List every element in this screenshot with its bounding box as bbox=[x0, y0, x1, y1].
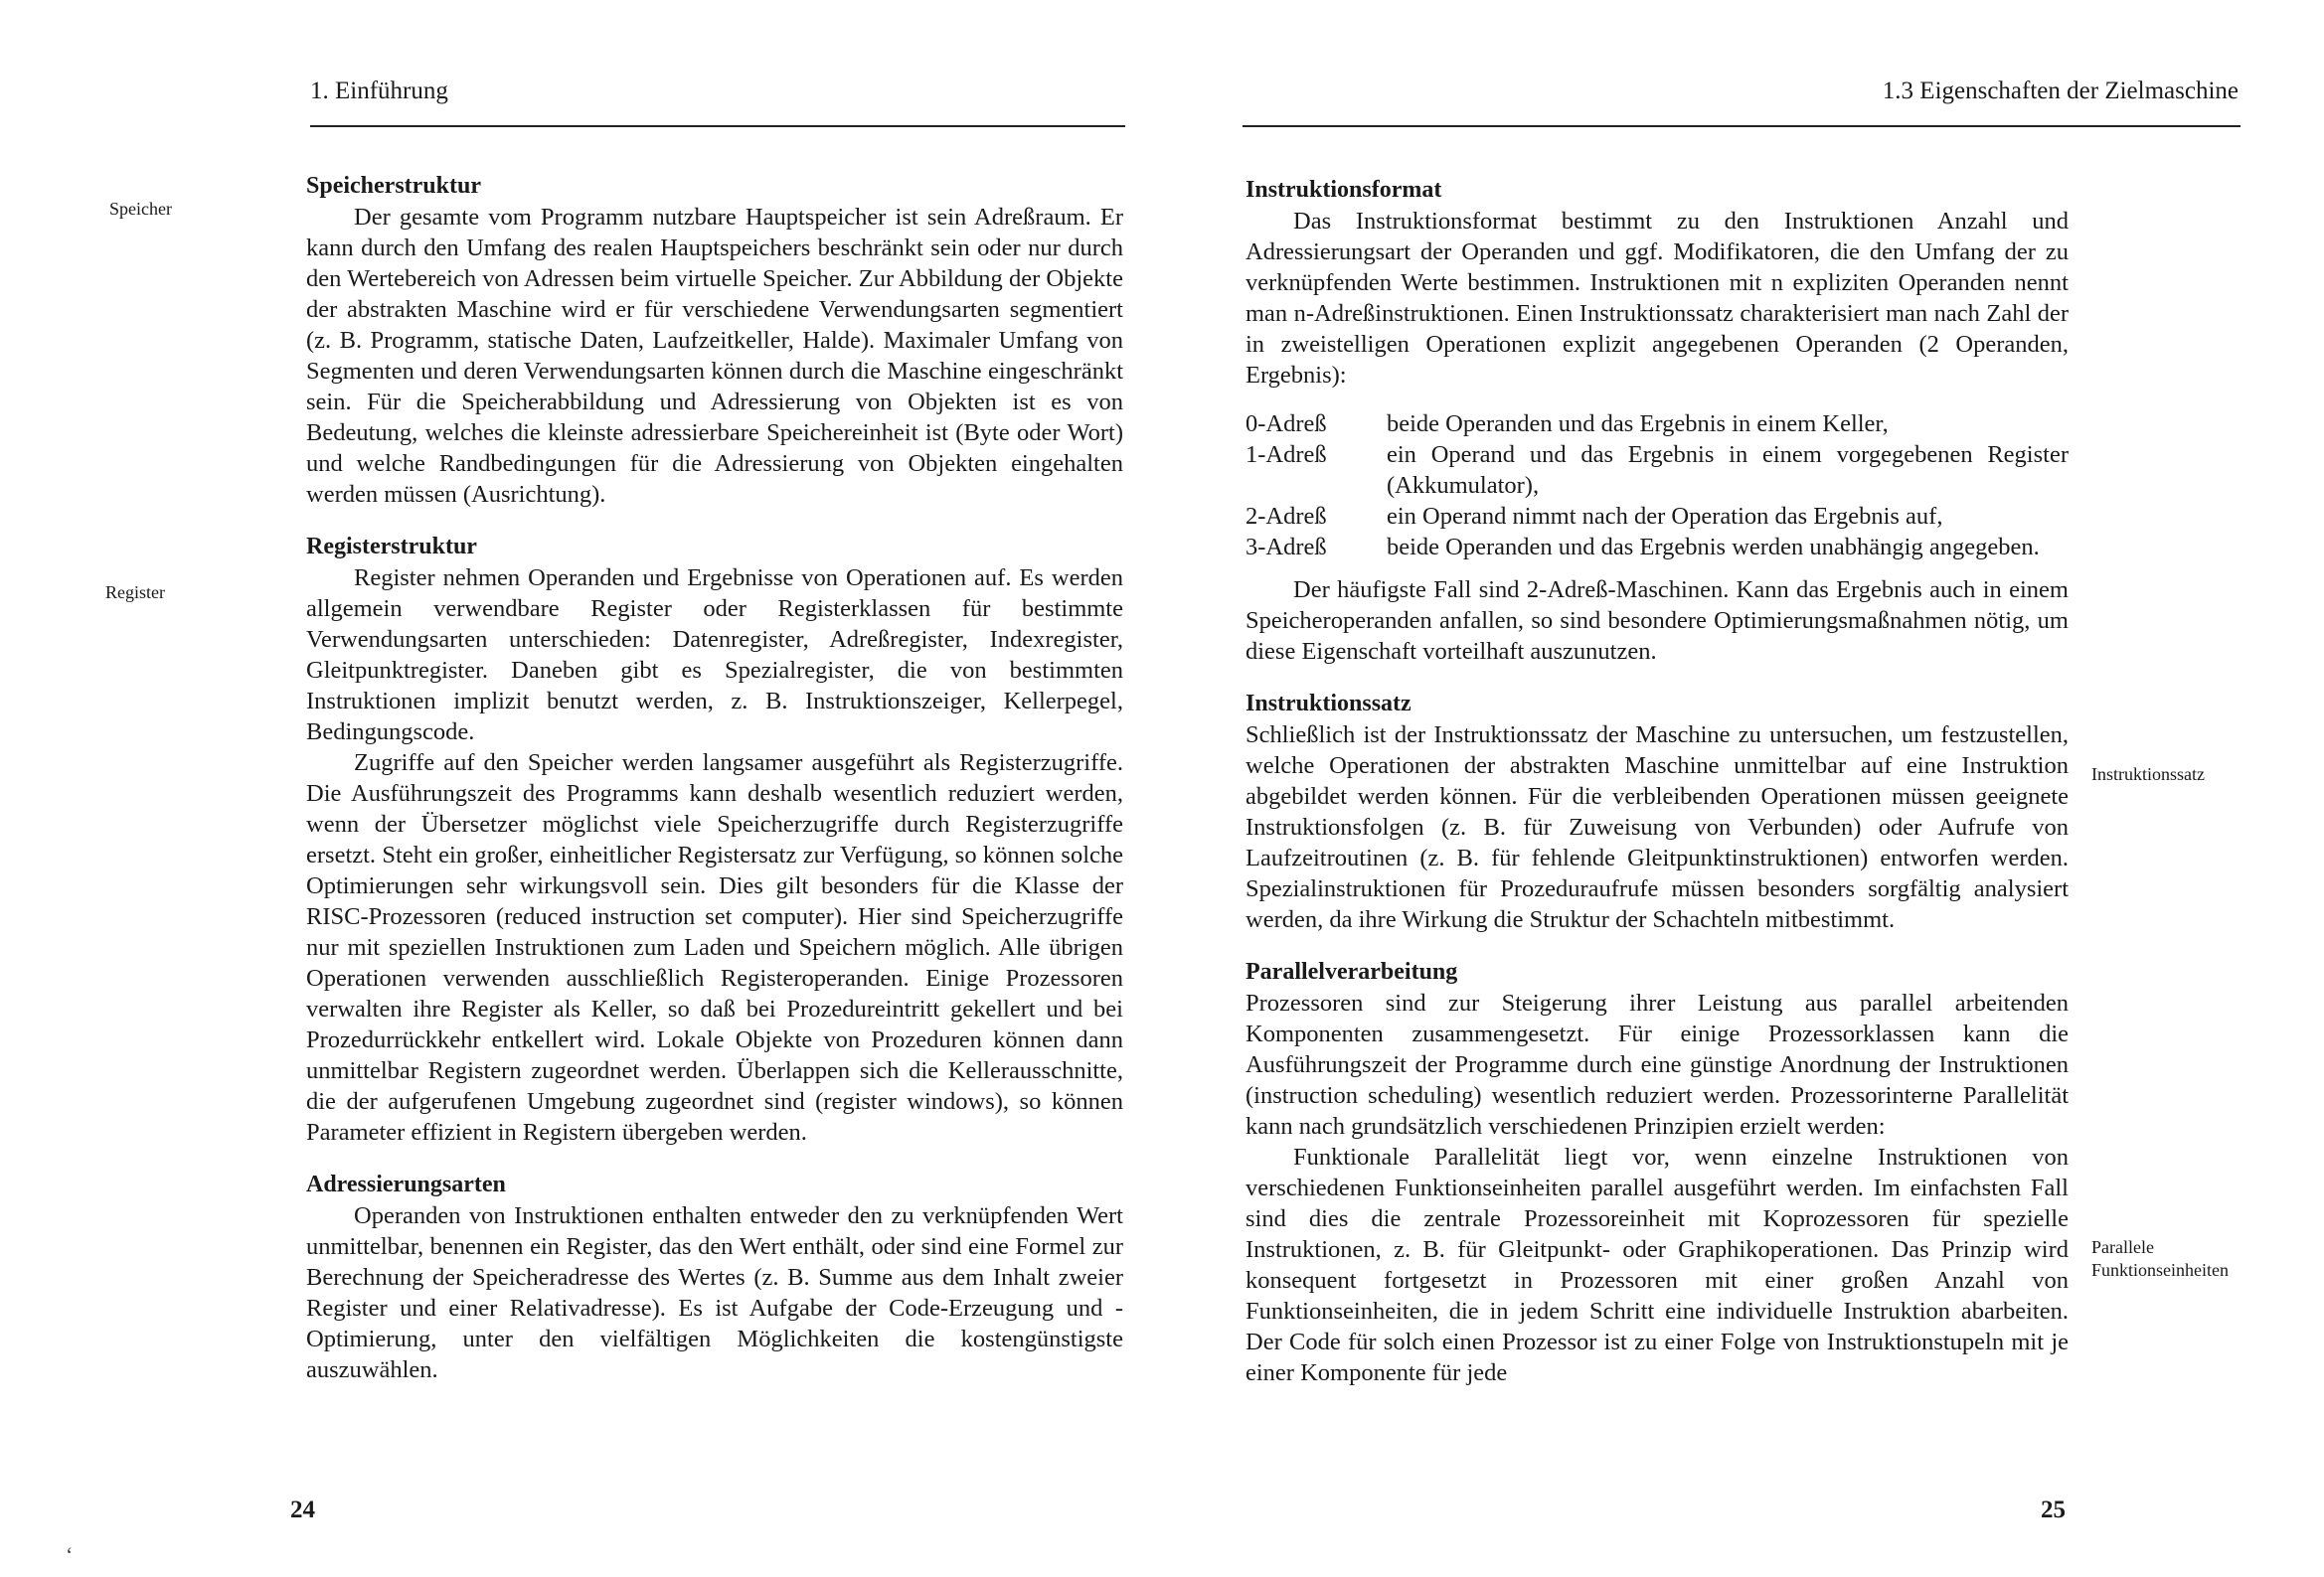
format-item bbox=[1245, 501, 2069, 532]
right-page bbox=[1162, 0, 2324, 1577]
page-number-left: 24 bbox=[290, 1497, 315, 1523]
section-heading-adressierungsarten: Adressierungsarten bbox=[306, 1172, 506, 1197]
address-format-list bbox=[1245, 408, 2069, 562]
paragraph-speicherstruktur: Der gesamte vom Programm nutzbare Hauptspeicher ist sein Adreßraum. Er kann durch den Umfang des realen Hauptspeichers beschränkt sein oder nur durch den Wertebereich von Adressen beim virtuelle Speicher. Zur Abbildung der Objekte der abstrakten Maschine wird er für verschiedene Verwendungsarten segmentiert (z. B. Programm, statische Daten, Laufzeitkeller, Halde). Maximaler Umfang von Segmenten und deren Verwendungsarten können durch die Maschine eingeschränkt sein. Für die Speicherabbildung und Adressierung von Objekten ist es von Bedeutung, welches die kleinste adressierbare Speichereinheit ist (Byte oder Wort) und welche Randbedingungen für die Adressierung von Objekten eingehalten werden müssen (Ausrichtung). bbox=[306, 204, 1123, 508]
margin-note-parallele: Parallele bbox=[2091, 1237, 2154, 1257]
section-heading-speicherstruktur: Speicherstruktur bbox=[306, 173, 481, 199]
header-rule-left bbox=[310, 125, 1125, 127]
section-heading-registerstruktur: Registerstruktur bbox=[306, 534, 477, 559]
format-description: beide Operanden und das Ergebnis in einem Keller, bbox=[1387, 410, 1889, 437]
paragraph-parallelverarbeitung-2: Funktionale Parallelität liegt vor, wenn einzelne Instruktionen von verschiedenen Funktionseinheiten parallel ausgeführt werden. Im einfachsten Fall sind dies die zentrale Prozessoreinheit mit Koprozessoren für spezielle Instruktionen, z. B. für Gleitpunkt- oder Graphikoperationen. Das Prinzip wird konsequent fortgesetzt in Prozessoren mit einer großen Anzahl von Funktionseinheiten, die in jedem Schritt eine individuelle Instruktion abarbeiten. Der Code für solch einen Prozessor ist zu einer Folge von Instruktionstupeln mit je einer Komponente für jede bbox=[1245, 1144, 2069, 1386]
margin-note-register: Register bbox=[105, 582, 165, 602]
paragraph-adressierungsarten: Operanden von Instruktionen enthalten entweder den zu verknüpfenden Wert unmittelbar, benennen ein Register, das den Wert enthält, oder sind eine Formel zur Berechnung der Speicheradresse des Wertes (z. B. Summe aus dem Inhalt zweier Register und einer Relativadresse). Es ist Aufgabe der Code-Erzeugung und -Optimierung, unter den vielfältigen Möglichkeiten die kostengünstigste auszuwählen. bbox=[306, 1202, 1123, 1383]
section-heading-instruktionsformat: Instruktionsformat bbox=[1245, 177, 1442, 203]
scan-artifact: ʻ bbox=[66, 1542, 74, 1567]
running-head-right: 1.3 Eigenschaften der Zielmaschine bbox=[1882, 78, 2239, 104]
format-description: ein Operand nimmt nach der Operation das Ergebnis auf, bbox=[1387, 503, 1943, 530]
margin-note-instruktionssatz: Instruktionssatz bbox=[2091, 764, 2205, 784]
running-head-left: 1. Einführung bbox=[310, 78, 448, 104]
paragraph-instruktionsformat: Das Instruktionsformat bestimmt zu den Instruktionen Anzahl und Adressierungsart der Operanden und ggf. Modifikatoren, die den Umfang der zu verknüpfenden Werte bestimmen. Instruktionen mit n expliziten Operanden nennt man n-Adreßinstruktionen. Einen Instruktionssatz charakterisiert man nach Zahl der in zweistelligen Operationen explizit angegebenen Operanden (2 Operanden, Ergebnis): bbox=[1245, 208, 2069, 389]
format-item bbox=[1245, 532, 2069, 562]
left-text-column bbox=[306, 171, 1123, 1385]
format-term: 0-Adreß bbox=[1245, 410, 1327, 437]
section-heading-instruktionssatz: Instruktionssatz bbox=[1245, 691, 1411, 716]
section-heading-parallelverarbeitung: Parallelverarbeitung bbox=[1245, 959, 1458, 985]
paragraph-registerstruktur-1: Register nehmen Operanden und Ergebnisse von Operationen auf. Es werden allgemein verwendbare Register oder Registerklassen für bestimmte Verwendungsarten unterschieden: Datenregister, Adreßregister, Indexregister, Gleitpunktregister. Daneben gibt es Spezialregister, die von bestimmten Instruktionen implizit benutzt werden, z. B. Instruktionszeiger, Kellerpegel, Bedingungscode. bbox=[306, 564, 1123, 745]
format-item bbox=[1245, 439, 2069, 501]
page-number-right: 25 bbox=[2041, 1497, 2066, 1523]
paragraph-instruktionssatz: Schließlich ist der Instruktionssatz der Maschine zu untersuchen, um festzustellen, welche Operationen der abstrakten Maschine unmittelbar auf eine Instruktion abgebildet werden können. Für die verbleibenden Operationen müssen geeignete Instruktionsfolgen (z. B. für Zuweisung von Verbunden) oder Aufrufe von Laufzeitroutinen (z. B. für fehlende Gleitpunktinstruktionen) entworfen werden. Spezialinstruktionen für Prozeduraufrufe müssen besonders sorgfältig analysiert werden, da ihre Wirkung die Struktur der Schachteln mitbestimmt. bbox=[1245, 721, 2069, 933]
right-text-column bbox=[1245, 175, 2069, 1388]
header-rule-right bbox=[1243, 125, 2241, 127]
paragraph-adress-maschinen: Der häufigste Fall sind 2-Adreß-Maschinen. Kann das Ergebnis auch in einem Speicheroperanden anfallen, so sind besondere Optimierungsmaßnahmen nötig, um diese Eigenschaft vorteilhaft auszunutzen. bbox=[1245, 576, 2069, 665]
margin-note-speicher: Speicher bbox=[109, 199, 172, 219]
paragraph-registerstruktur-2: Zugriffe auf den Speicher werden langsamer ausgeführt als Registerzugriffe. Die Ausführungszeit des Programms kann deshalb wesentlich reduziert werden, wenn der Übersetzer möglichst viele Speicherzugriffe durch Registerzugriffe ersetzt. Steht ein großer, einheitlicher Registersatz zur Verfügung, so können solche Optimierungen sehr wirkungsvoll sein. Dies gilt besonders für die Klasse der RISC-Prozessoren (reduced instruction set computer). Hier sind Speicherzugriffe nur mit speziellen Instruktionen zum Laden und Speichern möglich. Alle übrigen Operationen verwenden ausschließlich Registeroperanden. Einige Prozessoren verwalten ihre Register als Keller, so daß bei Prozedureintritt gekellert und bei Prozedurrückkehr entkellert wird. Lokale Objekte von Prozeduren können dann unmittelbar Registern zugeordnet werden. Überlappen sich die Kellerausschnitte, die der aufgerufenen Umgebung zugeordnet sind (register windows), so können Parameter effizient in Registern übergeben werden. bbox=[306, 749, 1123, 1146]
margin-note-funktionseinheiten: Funktionseinheiten bbox=[2091, 1260, 2229, 1280]
format-description: beide Operanden und das Ergebnis werden unabhängig angegeben. bbox=[1387, 534, 2040, 560]
format-item bbox=[1245, 408, 2069, 439]
paragraph-parallelverarbeitung-1: Prozessoren sind zur Steigerung ihrer Leistung aus parallel arbeitenden Komponenten zusammengesetzt. Für einige Prozessorklassen kann die Ausführungszeit der Programme durch eine günstige Anordnung der Instruktionen (instruction scheduling) wesentlich reduziert werden. Prozessorinterne Parallelität kann nach grundsätzlich verschiedenen Prinzipien erzielt werden: bbox=[1245, 990, 2069, 1140]
format-term: 1-Adreß bbox=[1245, 441, 1327, 468]
format-term: 3-Adreß bbox=[1245, 534, 1327, 560]
format-description: ein Operand und das Ergebnis in einem vorgegebenen Register (Akkumulator), bbox=[1387, 441, 2069, 499]
format-term: 2-Adreß bbox=[1245, 503, 1327, 530]
